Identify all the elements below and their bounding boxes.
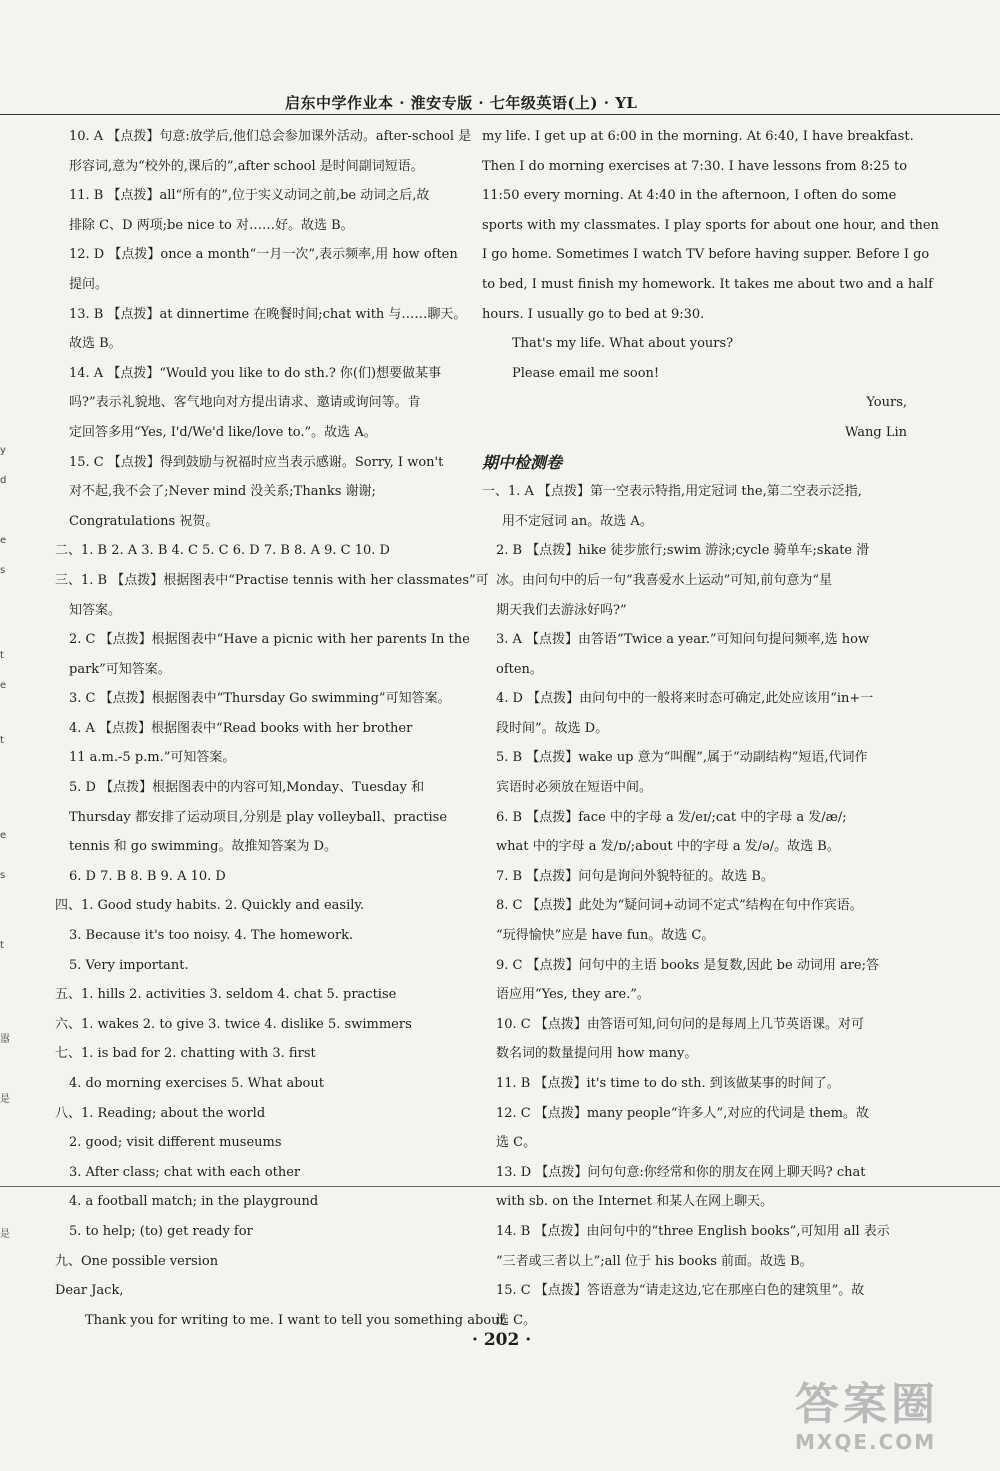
answer-line: what 中的字母 a 发/ɒ/;about 中的字母 a 发/ə/。故选 B。 [496,839,840,855]
answer-line: I go home. Sometimes I watch TV before having supper. Before I go [482,247,930,263]
answer-line: 6. D 7. B 8. B 9. A 10. D [69,868,226,884]
answer-line: 12. D 【点拨】once a month“一月一次”,表示频率,用 how often [69,247,458,263]
answer-line: Wang Lin [845,424,907,440]
edge-mark: 是 [0,1094,10,1105]
edge-mark: 嚣 [0,1034,10,1045]
answer-line: 5. B 【点拨】wake up 意为“叫醒”,属于“动副结构”短语,代词作 [496,750,868,766]
edge-mark: s [0,870,6,881]
answer-line: 2. good; visit different museums [69,1135,282,1151]
answer-line: 14. A 【点拨】“Would you like to do sth.? 你(们)想要做某事 [69,365,442,381]
answer-line: Yours, [866,395,907,411]
page-number: · 202 · [472,1330,532,1350]
answer-line: 吗?”表示礼貌地、客气地向对方提出请求、邀请或询问等。肯 [69,395,421,411]
answer-line: 11:50 every morning. At 4:40 in the afternoon, I often do some [482,188,897,204]
answer-line: 11. B 【点拨】it's time to do sth. 到该做某事的时间了。 [496,1076,840,1091]
answer-line: 形容词,意为“校外的,课后的”,after school 是时间副词短语。 [69,158,424,174]
answer-line: 11. B 【点拨】all“所有的”,位于实义动词之前,be 动词之后,故 [69,188,430,204]
answer-line: sports with my classmates. I play sports for about one hour, and then [482,217,939,233]
answer-line: 冰。由问句中的后一句“我喜爱水上运动”可知,前句意为“星 [496,572,833,588]
answer-line: 一、1. A 【点拨】第一空表示特指,用定冠词 the,第二空表示泛指, [482,484,862,500]
answer-line: my life. I get up at 6:00 in the morning. At 6:40, I have breakfast. [482,129,914,144]
answer-line: 3. After class; chat with each other [69,1164,301,1180]
answer-line: 4. A 【点拨】根据图表中“Read books with her brother [69,720,413,736]
answer-line: 6. B 【点拨】face 中的字母 a 发/eɪ/;cat 中的字母 a 发/æ/; [496,809,847,825]
watermark-url: MXQE.COM [795,1430,937,1454]
answer-line: 15. C 【点拨】答语意为“请走这边,它在那座白色的建筑里”。故 [496,1283,865,1299]
answer-line: 13. D 【点拨】问句句意:你经常和你的朋友在网上聊天吗? chat [496,1164,866,1180]
answer-line: park”可知答案。 [69,661,171,677]
answer-line: 5. to help; (to) get ready for [69,1223,253,1239]
answer-line: 3. A 【点拨】由答语“Twice a year.”可知问句提问频率,选 how [496,632,870,648]
answer-line: 8. C 【点拨】此处为“疑问词+动词不定式”结构在句中作宾语。 [496,898,863,914]
answer-line: 对不起,我不会了;Never mind 没关系;Thanks 谢谢; [69,484,376,500]
answer-line: 4. a football match; in the playground [69,1194,319,1210]
answer-line: 10. C 【点拨】由答语可知,问句问的是每周上几节英语课。对可 [496,1016,865,1032]
fold-line [0,1186,1000,1187]
right-column [482,122,939,1335]
section-title: 期中检测卷 [482,452,563,472]
answer-line: 语应用“Yes, they are.”。 [496,987,650,1003]
answer-line: 14. B 【点拨】由问句中的“three English books”,可知用 all 表示 [496,1223,890,1239]
answer-line: to bed, I must finish my homework. It takes me about two and a half [482,276,933,292]
answer-line: 四、1. Good study habits. 2. Quickly and easily. [55,898,365,914]
answer-line: 排除 C、D 两项;be nice to 对……好。故选 B。 [69,217,354,233]
answer-line: Then I do morning exercises at 7:30. I have lessons from 8:25 to [482,158,908,174]
answer-line: 选 C。 [496,1312,537,1328]
edge-mark: d [0,475,7,486]
answer-line: 7. B 【点拨】问句是询问外貌特征的。故选 B。 [496,868,774,884]
answer-line: 2. B 【点拨】hike 徒步旅行;swim 游泳;cycle 骑单车;skate 滑 [496,543,870,559]
answer-line: 二、1. B 2. A 3. B 4. C 5. C 6. D 7. B 8. A 9. C 10. D [55,543,390,559]
edge-mark: t [0,735,4,746]
answer-line: 4. do morning exercises 5. What about [69,1076,324,1091]
answer-line: 期天我们去游泳好吗?” [496,602,627,618]
edge-mark: e [0,830,7,841]
answer-line: 13. B 【点拨】at dinnertime 在晚餐时间;chat with 与……聊天。 [69,306,467,322]
answer-line: That's my life. What about yours? [512,336,734,352]
answer-line: with sb. on the Internet 和某人在网上聊天。 [496,1194,774,1210]
answer-line: Thursday 都安排了运动项目,分别是 play volleyball、practise [69,809,448,825]
edge-mark: y [0,445,6,456]
answer-line: Thank you for writing to me. I want to tell you something about [85,1312,505,1328]
answer-line: 用不定冠词 an。故选 A。 [502,513,653,529]
answer-line: 五、1. hills 2. activities 3. seldom 4. chat 5. practise [55,987,397,1003]
edge-mark: s [0,565,6,576]
answer-line: 11 a.m.-5 p.m.”可知答案。 [69,750,236,766]
answer-line: “玩得愉快”应是 have fun。故选 C。 [496,928,715,944]
edge-mark: e [0,535,7,546]
watermark-text: 答案圈 [795,1379,939,1430]
answer-line: 12. C 【点拨】many people“许多人”,对应的代词是 them。故 [496,1105,870,1121]
header-rule [0,114,1000,115]
answer-line: 七、1. is bad for 2. chatting with 3. first [55,1046,316,1062]
answer-line: 段时间”。故选 D。 [496,720,609,736]
answer-line: 5. Very important. [69,957,189,973]
answer-line: 提问。 [69,276,109,292]
edge-mark: t [0,940,4,951]
left-column [55,122,505,1335]
edge-mark: e [0,680,7,691]
answer-line: 10. A 【点拨】句意:放学后,他们总会参加课外活动。after-school 是 [69,129,472,144]
edge-mark: 是 [0,1229,10,1240]
answer-line: often。 [496,661,543,677]
answer-line: 3. Because it's too noisy. 4. The homework. [69,928,354,944]
answer-line: 定回答多用“Yes, I'd/We'd like/love to.”。故选 A。 [69,424,377,440]
answer-line: 知答案。 [69,602,122,618]
answer-line: Please email me soon! [512,365,660,381]
answer-line: 4. D 【点拨】由问句中的一般将来时态可确定,此处应该用“in+一 [496,691,874,707]
answer-line: 宾语时必须放在短语中间。 [496,780,653,796]
answer-line: 3. C 【点拨】根据图表中“Thursday Go swimming”可知答案。 [69,691,451,707]
watermark-logo [795,1380,990,1454]
answer-line: Dear Jack, [55,1283,124,1299]
answer-line: 2. C 【点拨】根据图表中“Have a picnic with her parents In the [69,632,470,648]
answer-line: 数名词的数量提问用 how many。 [496,1046,698,1062]
answer-line: “三者或三者以上”;all 位于 his books 前面。故选 B。 [496,1253,813,1269]
answer-line: 八、1. Reading; about the world [55,1105,266,1121]
answer-line: 六、1. wakes 2. to give 3. twice 4. dislike 5. swimmers [55,1016,412,1032]
edge-mark: t [0,650,4,661]
answer-line: 三、1. B 【点拨】根据图表中“Practise tennis with her classmates”可 [55,572,489,588]
answer-line: 故选 B。 [69,336,122,352]
answer-line: 九、One possible version [55,1253,219,1269]
answer-line: tennis 和 go swimming。故推知答案为 D。 [69,839,338,855]
answer-line: 9. C 【点拨】问句中的主语 books 是复数,因此 be 动词用 are;答 [496,957,879,973]
answer-line: 15. C 【点拨】得到鼓励与祝福时应当表示感谢。Sorry, I won't [69,454,444,470]
answer-line: Congratulations 祝贺。 [69,513,219,529]
page-header: 启东中学作业本 · 淮安专版 · 七年级英语(上) · YL [285,94,638,112]
answer-line: 5. D 【点拨】根据图表中的内容可知,Monday、Tuesday 和 [69,780,425,796]
answer-line: hours. I usually go to bed at 9:30. [482,306,705,322]
answer-line: 选 C。 [496,1135,537,1151]
